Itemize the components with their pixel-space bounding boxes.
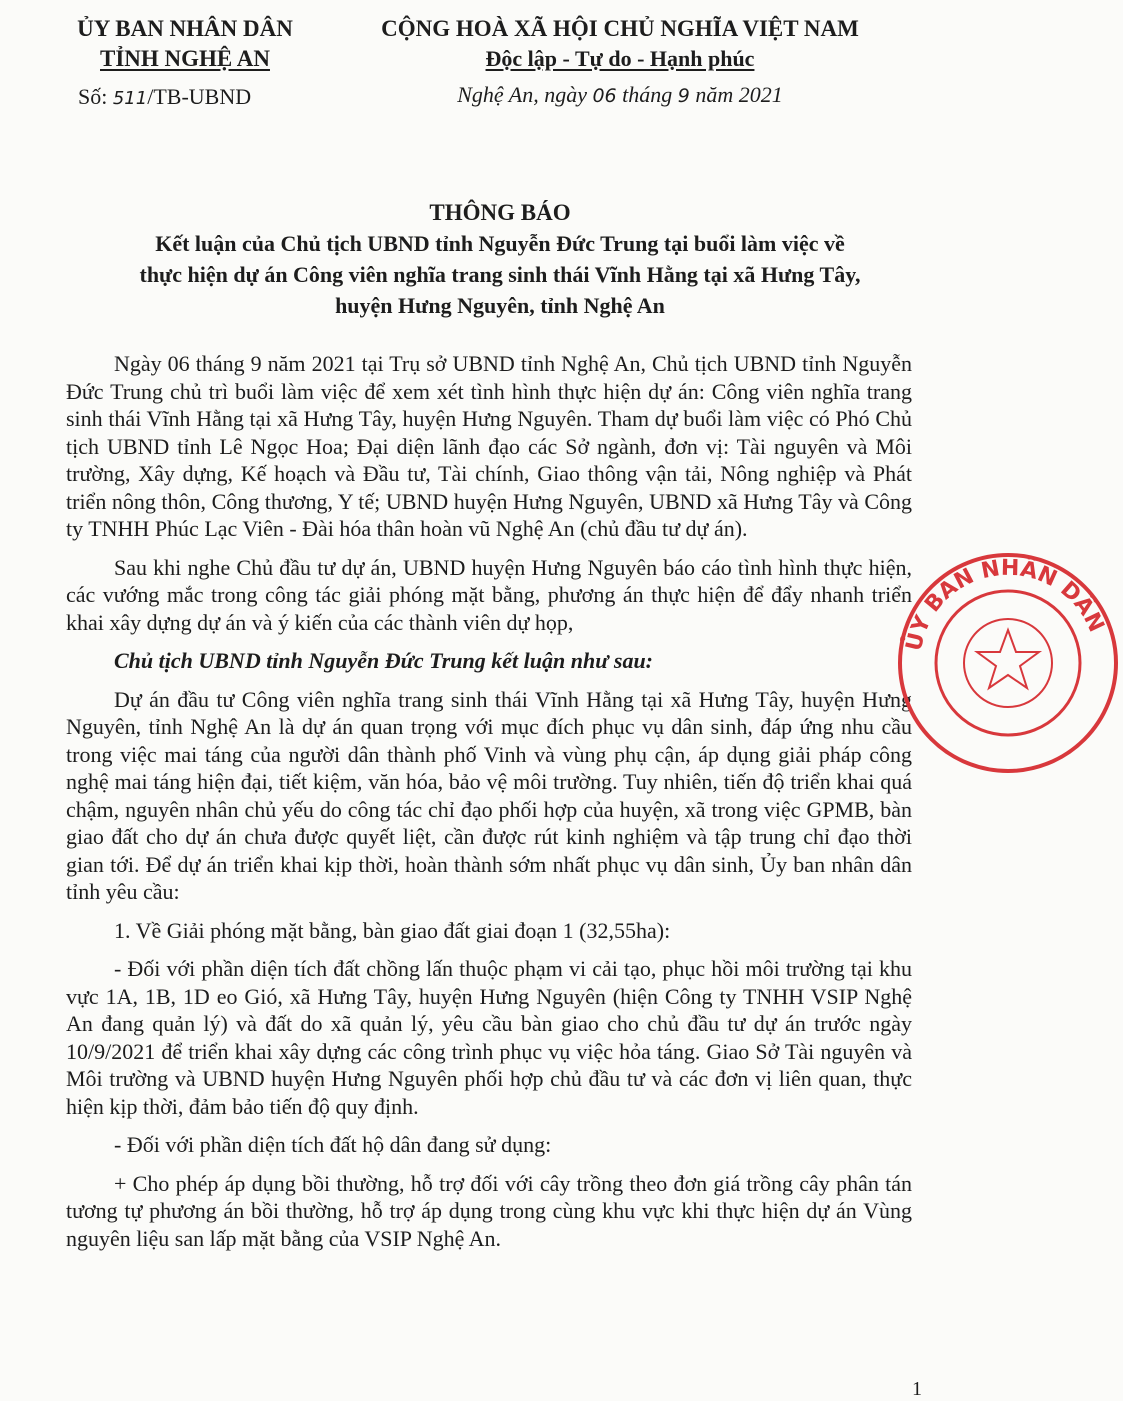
number-suffix: /TB-UBND — [147, 84, 252, 109]
paragraph-meeting: Ngày 06 tháng 9 năm 2021 tại Trụ sở UBND tỉnh Nghệ An, Chủ tịch UBND tỉnh Nguyễn Đức Trung chủ trì buổi làm việc để xem xét tình hình thực hiện dự án: Công viên nghĩa trang sinh thái Vĩnh Hằng tại xã Hưng Tây, huyện Hưng Nguyên. Tham dự buổi làm việc có Phó Chủ tịch UBND tỉnh Lê Ngọc Hoa; Đại diện lãnh đạo các Sở ngành, đơn vị: Tài nguyên và Môi trường, Xây dựng, Kế hoạch và Đầu tư, Tài chính, Giao thông vận tải, Nông nghiệp và Phát triển nông thôn, Công thương, Y tế; UBND huyện Hưng Nguyên, UBND xã Hưng Tây và Công ty TNHH Phúc Lạc Viên - Đài hóa thân hoàn vũ Nghệ An (chủ đầu tư dự án). — [66, 351, 912, 541]
number-prefix: Số: — [78, 84, 108, 109]
date-year: năm 2021 — [695, 82, 783, 107]
date-line — [350, 80, 890, 111]
national-header — [350, 14, 890, 74]
date-place: Nghệ An, ngày — [457, 82, 587, 107]
agency-province: TỈNH NGHỆ AN — [100, 46, 270, 71]
date-day: 06 — [592, 85, 617, 107]
paragraph-section-1: 1. Về Giải phóng mặt bằng, bàn giao đất giai đoạn 1 (32,55ha): — [114, 917, 671, 943]
seal-inner-ring — [936, 591, 1080, 735]
agency-name: ỦY BAN NHÂN DÂN — [77, 16, 293, 41]
official-seal-icon — [893, 548, 1123, 778]
page-number: 1 — [912, 1378, 922, 1400]
seal-ring-text: ỦY BAN NHÂN DÂN — [901, 555, 1109, 654]
subtitle-line: thực hiện dự án Công viên nghĩa trang sinh thái Vĩnh Hằng tại xã Hưng Tây, — [139, 262, 861, 287]
seal-star — [977, 630, 1039, 688]
number-value: 511 — [112, 88, 148, 109]
document-body — [66, 350, 912, 1263]
paragraph-project: Dự án đầu tư Công viên nghĩa trang sinh thái Vĩnh Hằng tại xã Hưng Tây, huyện Hưng Nguyên, tỉnh Nghệ An là dự án quan trọng với mục đích phục vụ dân sinh, đáp ứng nhu cầu trong việc mai táng của người dân thành phố Vinh và vùng phụ cận, áp dụng giải pháp công nghệ mai táng hiện đại, tiết kiệm, văn hóa, bảo vệ môi trường. Tuy nhiên, tiến độ triển khai quá chậm, nguyên nhân chủ yếu do công tác chỉ đạo phối hợp của huyện, xã trong việc GPMB, bàn giao đất cho dự án chưa được quyết liệt, cần được rút kinh nghiệm và tập trung chỉ đạo thời gian tới. Để dự án triển khai kịp thời, hoàn thành sớm nhất phục vụ dân sinh, Ủy ban nhân dân tỉnh yêu cầu: — [66, 686, 912, 904]
paragraph-household-land: - Đối với phần diện tích đất hộ dân đang sử dụng: — [114, 1132, 552, 1157]
paragraph-report: Sau khi nghe Chủ đầu tư dự án, UBND huyện Hưng Nguyên báo cáo tình hình thực hiện, các vướng mắc trong công tác giải phóng mặt bằng, phương án thực hiện để đẩy nhanh triển khai xây dựng dự án và ý kiến của các thành viên dự họp, — [66, 554, 912, 635]
subtitle-line: Kết luận của Chủ tịch UBND tỉnh Nguyễn Đức Trung tại buổi làm việc về — [155, 231, 845, 256]
agency-header — [40, 14, 330, 74]
paragraph-compensation: + Cho phép áp dụng bồi thường, hỗ trợ đối với cây trồng theo đơn giá trồng cây phân tán tương tự phương án bồi thường, hỗ trợ áp dụng trong cùng khu vực khi thực hiện dự án Vùng nguyên liệu san lấp mặt bằng của VSIP Nghệ An. — [66, 1170, 912, 1251]
document-number — [78, 82, 251, 114]
paragraph-overlap-land: - Đối với phần diện tích đất chồng lấn thuộc phạm vi cải tạo, phục hồi môi trường tại khu vực 1A, 1B, 1D eo Gió, xã Hưng Tây, huyện Hưng Nguyên (hiện Công ty TNHH VSIP Nghệ An đang quản lý) và đất do xã quản lý, yêu cầu bàn giao cho chủ đầu tư dự án trước ngày 10/9/2021 để triển khai xây dựng các công trình phục vụ việc hỏa táng. Giao Sở Tài nguyên và Môi trường và UBND huyện Hưng Nguyên phối hợp chủ đầu tư và các đơn vị liên quan, thực hiện kịp thời, đảm bảo tiến độ quy định. — [66, 956, 912, 1119]
subtitle-line: huyện Hưng Nguyên, tỉnh Nghệ An — [335, 293, 665, 318]
country-name: CỘNG HOÀ XÃ HỘI CHỦ NGHĨA VIỆT NAM — [381, 16, 859, 41]
document-title: THÔNG BÁO — [429, 200, 571, 225]
date-month-label: tháng — [622, 82, 673, 107]
date-month: 9 — [677, 85, 690, 107]
paragraph-conclusion-heading: Chủ tịch UBND tỉnh Nguyễn Đức Trung kết luận như sau: — [114, 648, 654, 673]
document-subtitle — [60, 228, 940, 321]
national-motto: Độc lập - Tự do - Hạnh phúc — [485, 46, 755, 71]
